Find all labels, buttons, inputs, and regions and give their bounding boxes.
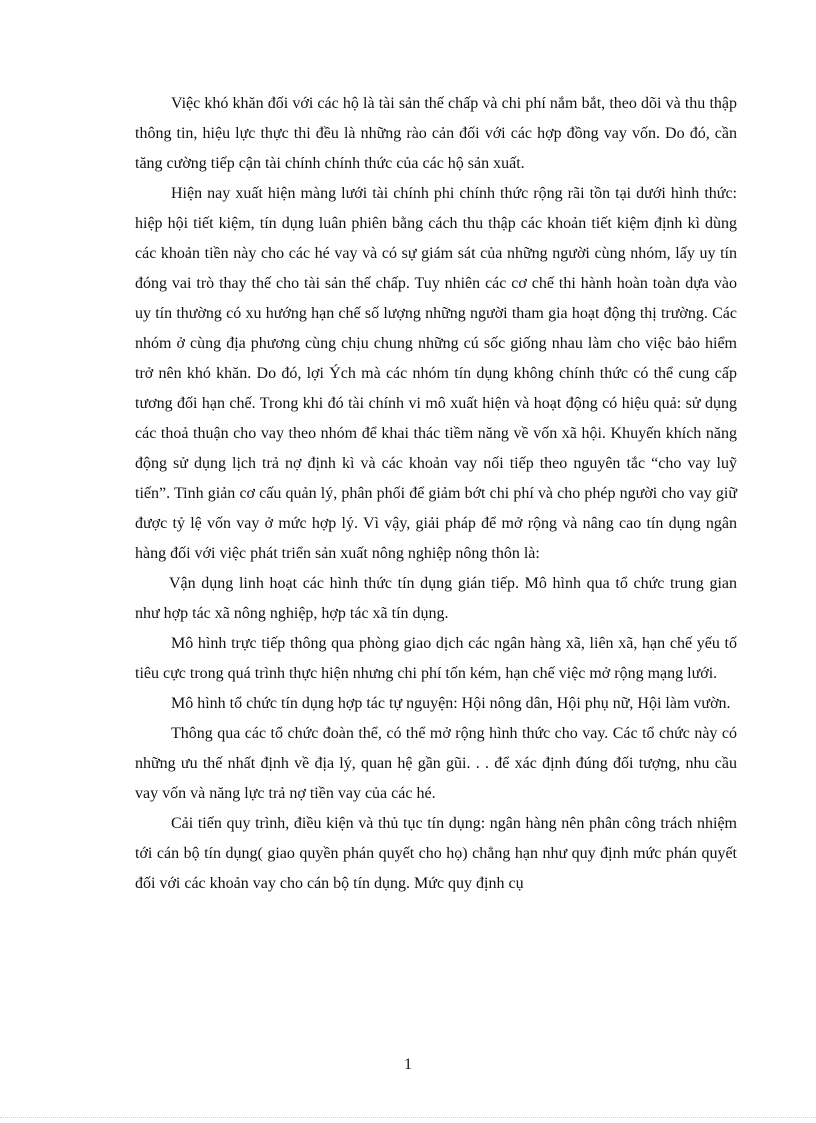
paragraph-indirect-credit: Vận dụng linh hoạt các hình thức tín dụng gián tiếp. Mô hình qua tổ chức trung gian như hợp tác xã nông nghiệp, hợp tác xã tín dụng.	[135, 575, 737, 622]
body-text	[135, 89, 737, 899]
paragraph-direct-model: Mô hình trực tiếp thông qua phòng giao dịch các ngân hàng xã, liên xã, hạn chế yếu tố tiêu cực trong quá trình thực hiện nhưng chi phí tốn kém, hạn chế việc mở rộng mạng lưới.	[135, 635, 737, 682]
paragraph-informal-finance: Hiện nay xuất hiện màng lưới tài chính phi chính thức rộng rãi tồn tại dưới hình thức: hiệp hội tiết kiệm, tín dụng luân phiên bằng cách thu thập các khoản tiết kiệm định kì dùng các khoản tiền này cho các hé vay và có sự giám sát của những người cùng nhóm, lấy uy tín đóng vai trò thay thế cho tài sản thế chấp. Tuy nhiên các cơ chế thi hành hoàn toàn dựa vào uy tín thường có xu hướng hạn chế số lượng những người tham gia hoạt động thị trường. Các nhóm ở cùng địa phương cùng chịu chung những cú sốc giống nhau làm cho việc bảo hiểm trở nên khó khăn. Do đó, lợi Ých mà các nhóm tín dụng không chính thức có thể cung cấp tương đối hạn chế. Trong khi đó tài chính vi mô xuất hiện và hoạt động có hiệu quả: sử dụng các thoả thuận cho vay theo nhóm để khai thác tiềm năng về vốn xã hội. Khuyến khích năng động sử dụng lịch trả nợ định kì và các khoản vay nối tiếp theo nguyên tắc “cho vay luỹ tiến”. Tinh giản cơ cấu quản lý, phân phối để giảm bớt chi phí và cho phép người cho vay giữ được tỷ lệ vốn vay ở mức hợp lý. Vì vậy, giải pháp để mở rộng và nâng cao tín dụng ngân hàng đối với việc phát triển sản xuất nông nghiệp nông thôn là:	[135, 185, 737, 562]
paragraph-voluntary-cooperative: Mô hình tổ chức tín dụng hợp tác tự nguyện: Hội nông dân, Hội phụ nữ, Hội làm vườn.	[171, 695, 731, 712]
paragraph-procedure-improvement: Cải tiến quy trình, điều kiện và thủ tục tín dụng: ngân hàng nên phân công trách nhiệm tới cán bộ tín dụng( giao quyền phán quyết cho họ) chẳng hạn như quy định mức phán quyết đối với các khoản vay cho cán bộ tín dụng. Mức quy định cụ	[135, 815, 737, 892]
page-number: 1	[404, 1056, 412, 1073]
page-bottom-divider	[0, 1117, 816, 1118]
paragraph-mass-organizations: Thông qua các tổ chức đoàn thể, có thể mở rộng hình thức cho vay. Các tổ chức này có những ưu thế nhất định về địa lý, quan hệ gần gũi. . . để xác định đúng đối tượng, nhu cầu vay vốn và năng lực trả nợ tiền vay của các hé.	[135, 725, 737, 802]
paragraph-collateral-costs: Việc khó khăn đối với các hộ là tài sản thế chấp và chi phí nắm bắt, theo dõi và thu thập thông tin, hiệu lực thực thi đều là những rào cản đối với các hợp đồng vay vốn. Do đó, cần tăng cường tiếp cận tài chính chính thức của các hộ sản xuất.	[135, 95, 737, 172]
